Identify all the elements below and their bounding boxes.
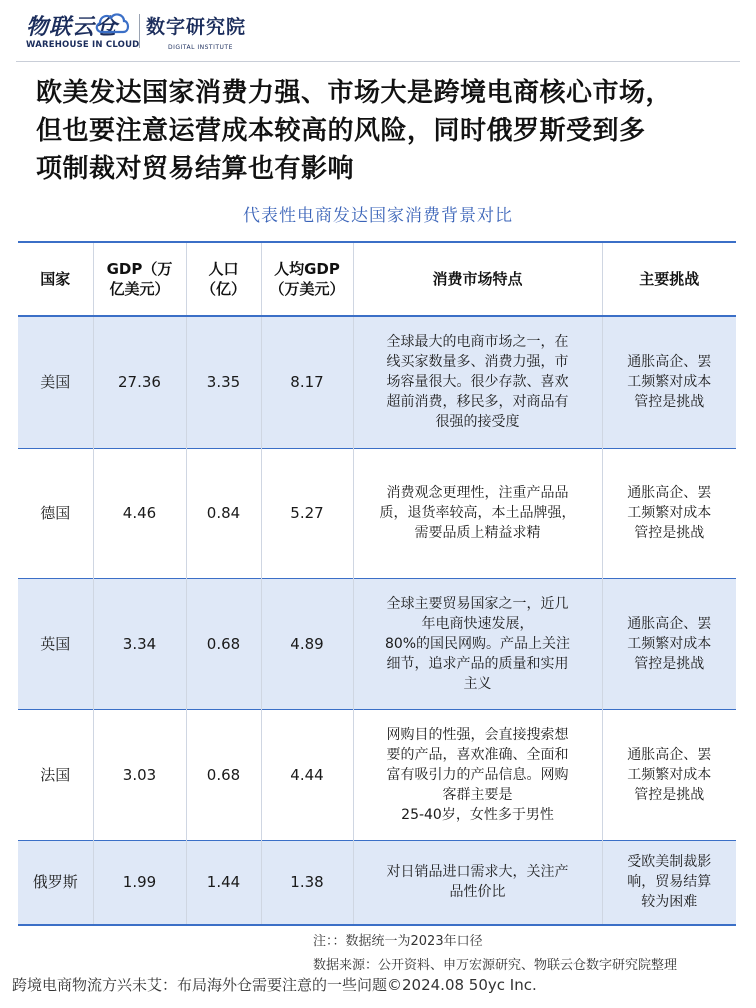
- table-row: [18, 709, 736, 840]
- cell-market-features: 对日销品进口需求大，关注产 品性价比: [353, 840, 602, 925]
- cell-country: 法国: [40, 765, 71, 784]
- cell-gdp: 1.99: [93, 840, 186, 925]
- cell-market-features: 网购目的性强，会直接搜索想 要的产品，喜欢准确、全面和 富有吸引力的产品信息。网购 客群主要是 25-40岁，女性多于男性: [353, 709, 602, 840]
- cell-main-challenge: 通胀高企、罢 工频繁对成本 管控是挑战: [602, 578, 736, 709]
- data-note: 注：：数据统一为2023年口径: [313, 934, 483, 949]
- header-gdp: GDP（万 亿美元）: [93, 242, 186, 316]
- page-title: [36, 74, 736, 188]
- cell-gdp-per-capita: 5.27: [261, 448, 353, 578]
- logo1-cn-text: 物联云仓: [26, 15, 119, 40]
- data-source-note: 数据来源：公开资料、申万宏源研究、物联云仓数字研究院整理: [313, 958, 678, 973]
- cell-main-challenge: 通胀高企、罢 工频繁对成本 管控是挑战: [602, 448, 736, 578]
- cell-gdp-per-capita: 4.89: [261, 578, 353, 709]
- cell-main-challenge: 受欧美制裁影 响，贸易结算 较为困难: [602, 840, 736, 925]
- header-population: 人口 （亿）: [186, 242, 261, 316]
- cell-market-features: 消费观念更理性，注重产品品 质，退货率较高，本土品牌强， 需要品质上精益求精: [353, 448, 602, 578]
- header-divider: [16, 61, 740, 62]
- logo2-cn-text: 数字研究院: [146, 16, 247, 38]
- table-header-row: [18, 242, 736, 316]
- cell-population: 0.68: [186, 578, 261, 709]
- cell-country: 英国: [40, 634, 71, 653]
- table-row: [18, 448, 736, 578]
- table-row: [18, 316, 736, 448]
- digital-institute-logo: [146, 10, 256, 54]
- cell-main-challenge: 通胀高企、罢 工频繁对成本 管控是挑战: [602, 316, 736, 448]
- cell-gdp: 3.03: [93, 709, 186, 840]
- cloud-icon: [94, 10, 130, 36]
- cell-gdp-per-capita: 8.17: [261, 316, 353, 448]
- title-line-3: 项制裁对贸易结算也有影响: [36, 154, 355, 184]
- page-footer: 跨境电商物流方兴未艾：布局海外仓需要注意的一些问题©2024.08 50yc Inc.: [12, 976, 537, 994]
- table-row: [18, 578, 736, 709]
- table-row: [18, 840, 736, 925]
- header-main-challenge: 主要挑战: [602, 242, 736, 316]
- cell-population: 3.35: [186, 316, 261, 448]
- cell-main-challenge: 通胀高企、罢 工频繁对成本 管控是挑战: [602, 709, 736, 840]
- cell-population: 1.44: [186, 840, 261, 925]
- logo1-en-text: WAREHOUSE IN CLOUD: [26, 40, 140, 50]
- cell-gdp: 27.36: [93, 316, 186, 448]
- cell-market-features: 全球主要贸易国家之一，近几 年电商快速发展， 80%的国民网购。产品上关注 细节，追求产品的质量和实用 主义: [353, 578, 602, 709]
- header-gdp-per-capita: 人均GDP （万美元）: [261, 242, 353, 316]
- cell-gdp-per-capita: 1.38: [261, 840, 353, 925]
- cell-country: 德国: [40, 504, 71, 522]
- cell-country: 美国: [40, 373, 71, 392]
- header-market-features: 消费市场特点: [353, 242, 602, 316]
- table-caption: 代表性电商发达国家消费背景对比: [243, 206, 513, 226]
- comparison-table: [18, 241, 736, 926]
- cell-population: 0.84: [186, 448, 261, 578]
- cell-market-features: 全球最大的电商市场之一，在 线买家数量多、消费力强，市 场容量很大。很少存款、喜欢 超前消费，移民多，对商品有 很强的接受度: [353, 316, 602, 448]
- title-line-2: 但也要注意运营成本较高的风险，同时俄罗斯受到多: [36, 116, 646, 146]
- cell-country: 俄罗斯: [32, 873, 78, 892]
- cell-gdp: 3.34: [93, 578, 186, 709]
- header: [0, 0, 756, 62]
- logo-divider: [139, 14, 140, 48]
- header-country: 国家: [40, 270, 71, 288]
- cell-population: 0.68: [186, 709, 261, 840]
- warehouse-in-cloud-logo: [26, 10, 140, 54]
- cell-gdp-per-capita: 4.44: [261, 709, 353, 840]
- title-line-1: 欧美发达国家消费力强、市场大是跨境电商核心市场，: [36, 78, 673, 108]
- cell-gdp: 4.46: [93, 448, 186, 578]
- logo2-en-text: DIGITAL INSTITUTE: [168, 44, 233, 51]
